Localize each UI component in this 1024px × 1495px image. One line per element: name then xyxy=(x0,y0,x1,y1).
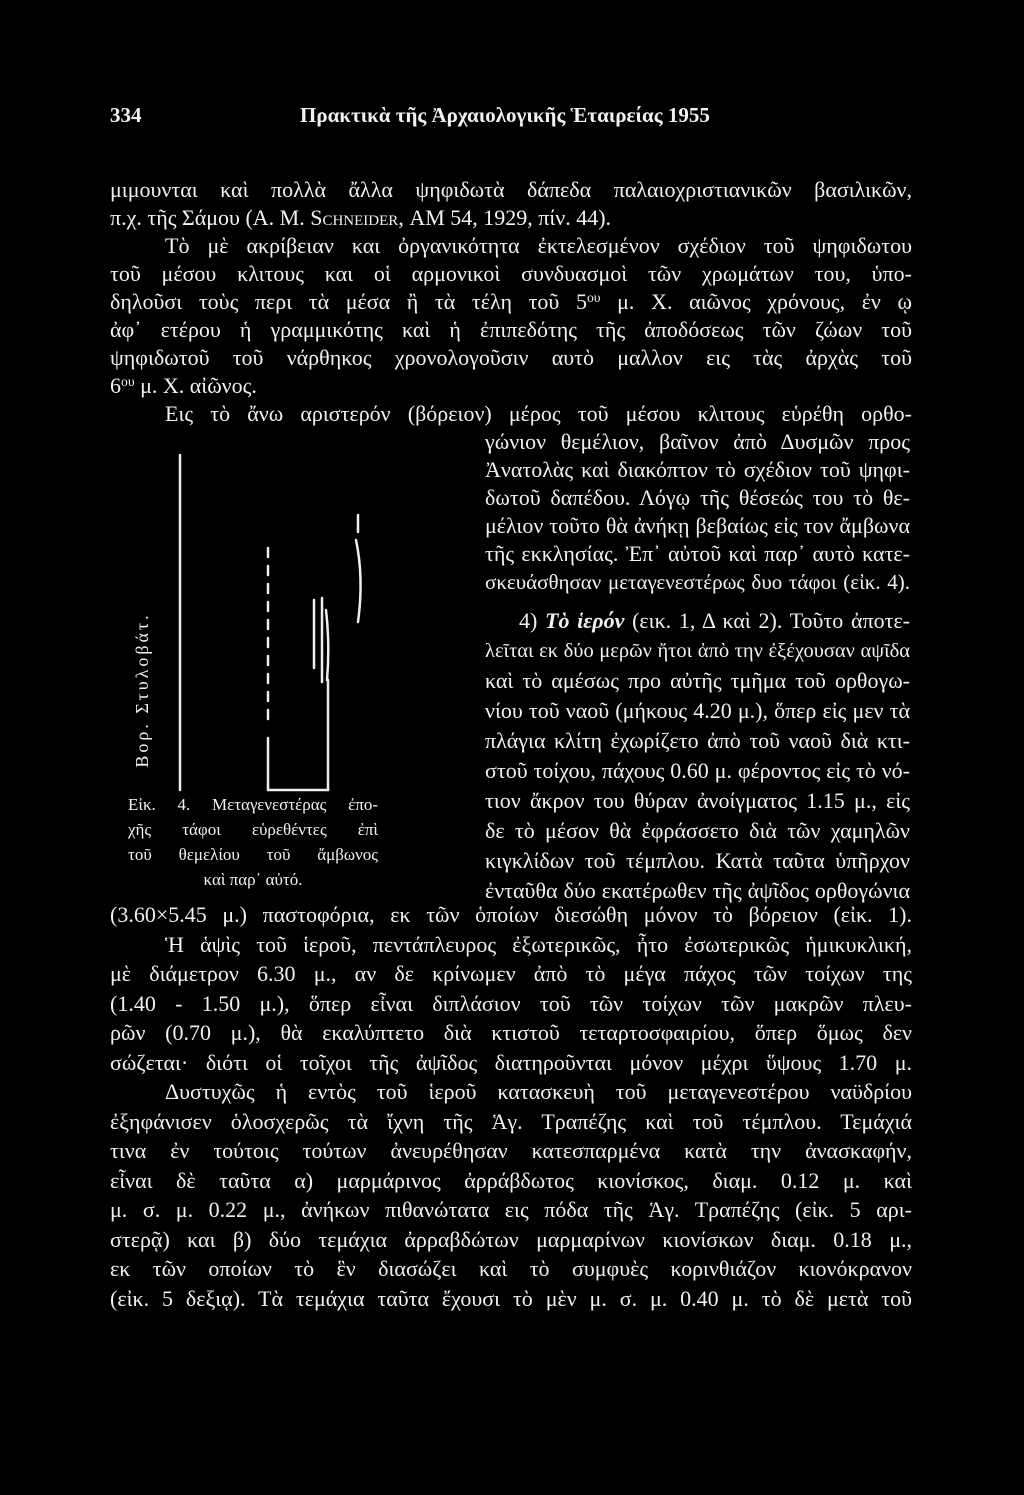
body-line: (1.40 - 1.50 μ.), ὅπερ εἶναι διπλάσιον τοῦ τῶν τοίχων τῶν μακρῶν πλευ- xyxy=(110,990,912,1016)
body-line: ἐνταῦθα δύο εκατέρωθεν τῆς ἀψῖδος ορθογώνια xyxy=(485,878,910,903)
body-line xyxy=(110,372,912,400)
body-line: Ἀνατολὰς καὶ διακόπτον τὸ σχέδιον τοῦ ψηφι- xyxy=(485,457,910,482)
body-line: πλάγια κλίτη ἐχωρίζετο ἀπὸ τοῦ ναοῦ διὰ κτι- xyxy=(485,728,910,753)
section-4-text xyxy=(485,606,910,906)
line-text: π.χ. τῆς Σάμου (Α. Μ. xyxy=(110,205,311,230)
line-text: , ΑΜ 54, 1929, πίν. 44). xyxy=(398,205,612,230)
section-number: 4) xyxy=(519,608,546,633)
body-text-right-column xyxy=(485,428,910,596)
body-line: τιον ἄκρον του θύραν ἀνοίγματος 1.15 μ., εἰς xyxy=(485,788,910,813)
caption-line: Εἰκ. 4. Μεταγενεστέρας ἐπο- xyxy=(128,795,378,814)
figure-caption xyxy=(128,792,378,892)
body-line: (3.60×5.45 μ.) παστοφόρια, εκ τῶν ὁποίων διεσώθη μόνον τὸ βόρειον (εἰκ. 1). xyxy=(110,902,912,927)
body-line: Εις τὸ ἄνω αριστερόν (βόρειον) μέρος τοῦ μέσου κλιτους εὑρέθη ορθο- xyxy=(165,401,912,426)
body-text-bottom xyxy=(110,900,912,1313)
body-line: δωτοῦ δαπέδου. Λόγῳ τῆς θέσεώς του τὸ θε- xyxy=(485,485,910,510)
body-line: Ἡ ἁψὶς τοῦ ἱεροῦ, πεντάπλευρος ἐξωτερικῶς, ἦτο ἐσωτερικῶς ἡμικυκλική, xyxy=(165,931,912,957)
body-line: μὲ διάμετρον 6.30 μ., αν δε κρίνωμεν ἀπὸ τὸ μέγα πάχος τῶν τοίχων της xyxy=(110,961,912,986)
caption-line: καὶ παρ᾽ αὐτό. xyxy=(203,870,303,889)
body-line: λεῖται εκ δύο μερῶν ἤτοι ἀπὸ την ἐξέχουσαν αψῖδα xyxy=(485,640,910,662)
body-line: στοῦ τοίχου, πάχους 0.60 μ. φέροντος εἰς τὸ νό- xyxy=(485,758,910,783)
body-line: κιγκλίδων τοῦ τέμπλου. Κατὰ ταῦτα ὑπῆρχον xyxy=(485,848,910,873)
body-line: (εἰκ. 5 δεξιᾳ). Τὰ τεμάχια ταῦτα ἔχουσι τὸ μὲν μ. σ. μ. 0.40 μ. τὸ δὲ μετὰ τοῦ xyxy=(110,1285,912,1311)
stylobate-label: Βορ. Στυλοβάτ. xyxy=(132,612,152,768)
body-line xyxy=(110,204,912,232)
line-text: δηλοῦσι τοὺς περι τὰ μέσα ἢ τὰ τέλη τοῦ 5 xyxy=(110,289,587,314)
body-line: μ. σ. μ. 0.22 μ., ἀνήκων πιθανώτατα εις πόδα τῆς Ἁγ. Τραπέζης (εἰκ. 5 αρι- xyxy=(110,1197,912,1222)
ambo-wall-curve xyxy=(326,610,328,680)
body-text-top xyxy=(110,176,912,428)
superscript: ου xyxy=(586,289,601,305)
body-line: εἶναι δὲ ταῦτα α) μαρμάρινος ἀρράβδωτος κιονίσκος, διαμ. 0.12 μ. καὶ xyxy=(110,1167,912,1193)
body-line: δε τὸ μέσον θὰ ἐφράσσετο διὰ τῶν χαμηλῶν xyxy=(485,818,910,843)
running-title: Πρακτικὰ τῆς Ἀρχαιολογικῆς Ἑταιρείας 1955 xyxy=(300,103,710,127)
body-line: τῆς εκκλησίας. Ἐπ᾽ αὐτοῦ καὶ παρ᾽ αυτὸ κατε- xyxy=(485,541,910,566)
line-text: μ. Χ. αἰῶνος. xyxy=(134,373,257,398)
body-line: ἐξηφάνισεν ὁλοσχερῶς τὰ ἴχνη τῆς Ἁγ. Τραπέζης καὶ τοῦ τέμπλου. Τεμάχιά xyxy=(110,1108,912,1134)
superscript: ου xyxy=(121,373,135,389)
line-text: (εικ. 1, Δ καὶ 2). Τοῦτο ἀποτε- xyxy=(624,608,911,633)
caption-line: τοῦ θεμελίου τοῦ ἄμβωνος xyxy=(128,845,378,864)
line-text: 6 xyxy=(110,373,121,398)
section-title: Τὸ ἱερόν xyxy=(545,608,625,633)
body-line xyxy=(110,288,912,316)
body-line: μιμουνται καὶ πολλὰ ἄλλα ψηφιδωτὰ δάπεδα παλαιοχριστιανικῶν βασιλικῶν, xyxy=(110,177,912,202)
body-line: σώζεται· διότι οἱ τοῖχοι τῆς ἀψῖδος διατηροῦνται μόνον μέχρι ὕψους 1.70 μ. xyxy=(110,1049,912,1075)
body-line: ἀφ᾽ ετέρου ἡ γραμμικότης καὶ ἡ ἐπιπεδότης τῆς ἀποδόσεως τῶν ζώων τοῦ xyxy=(110,317,912,342)
caption-line: χῆς τάφοι εὑρεθέντες ἐπὶ xyxy=(128,820,378,839)
section-heading-line xyxy=(485,606,910,636)
body-line: ψηφιδωτοῦ τοῦ νάρθηκος χρονολογοῦσιν αυτὸ μαλλον εις τὰς ἀρχὰς τοῦ xyxy=(110,345,912,370)
body-line: τοῦ μέσου κλιτους και οἱ αρμονικοὶ συνδυασμοὶ τῶν χρωμάτων του, ὑπο- xyxy=(110,261,912,286)
author-name: Schneider xyxy=(310,205,399,230)
page-number: 334 xyxy=(110,103,142,127)
foundation-edge-curve xyxy=(356,540,361,622)
body-line: νίου τοῦ ναοῦ (μήκους 4.20 μ.), ὅπερ εἰς μεν τὰ xyxy=(485,698,910,723)
body-line: Τὸ μὲ ακρίβειαν και ὀργανικότητα ἐκτελεσμένον σχέδιον τοῦ ψηφιδωτου xyxy=(165,233,912,258)
body-line: μέλιον τοῦτο θὰ ἀνήκῃ βεβαίως εἰς τον ἄμβωνα xyxy=(485,513,910,538)
line-text: μ. Χ. αιῶνος χρόνους, ἐν ῳ xyxy=(600,289,912,314)
body-line: στερᾷ) και β) δύο τεμάχια ἀρραβδώτων μαρμαρίνων κιονίσκων διαμ. 0.18 μ., xyxy=(110,1226,912,1252)
body-line: ρῶν (0.70 μ.), θὰ εκαλύπτετο διὰ κτιστοῦ τεταρτοσφαιρίου, ὅπερ ὅμως δεν xyxy=(110,1020,912,1045)
body-line: εκ τῶν οποίων τὸ ἓν διασώζει καὶ τὸ συμφυὲς κορινθιάζον κιονόκρανον xyxy=(110,1256,912,1281)
body-line: σκευάσθησαν μεταγενεστέρως δυο τάφοι (εἰκ. 4). xyxy=(485,570,910,594)
body-line: Δυστυχῶς ἡ εντὸς τοῦ ἱεροῦ κατασκευὴ τοῦ μεταγενεστέρου ναϋδρίου xyxy=(165,1079,912,1104)
body-line: γώνιον θεμέλιον, βαῖνον ἀπὸ Δυσμῶν προς xyxy=(485,429,910,454)
body-line: καὶ τὸ αμέσως προ αὐτῆς τμῆμα τοῦ ορθογω- xyxy=(485,668,910,693)
page-header xyxy=(110,100,912,130)
body-line: τινα ἐν τούτοις τούτων ἀνευρέθησαν κατεσπαρμένα κατὰ την ἀνασκαφήν, xyxy=(110,1138,912,1163)
